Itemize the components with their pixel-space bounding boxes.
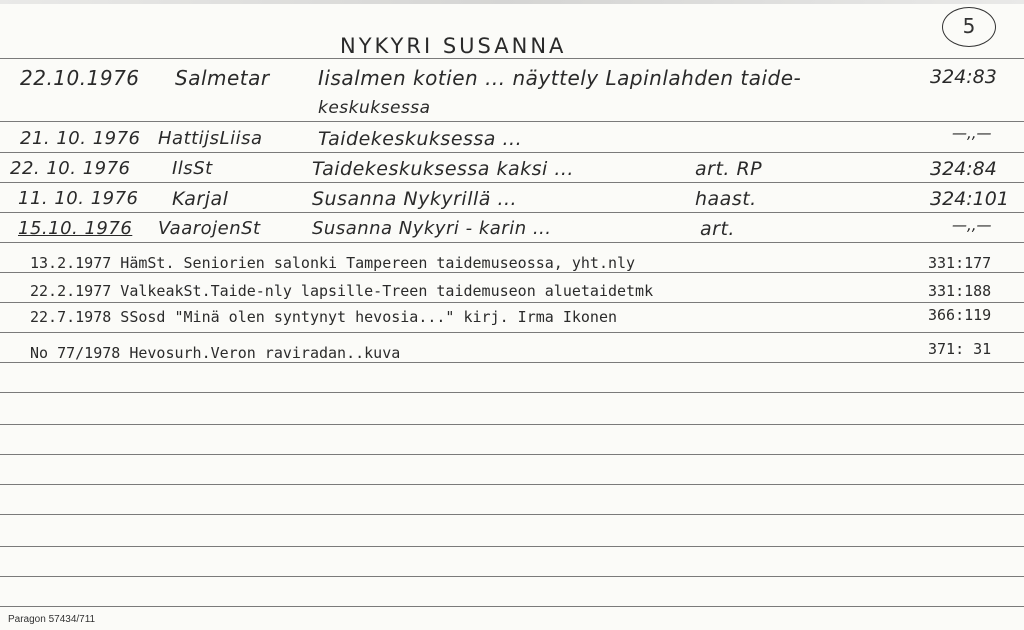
entry-text-continued: keskuksessa — [318, 98, 431, 118]
ruled-line — [0, 302, 1024, 303]
entry-note: art. — [700, 218, 735, 240]
entry-text: Taidekeskuksessa ... — [318, 128, 523, 150]
entry-source: IlsSt — [172, 158, 213, 179]
entry-ref: 324:101 — [930, 188, 1009, 210]
ruled-line — [0, 484, 1024, 485]
typed-entry: 13.2.1977 HämSt. Seniorien salonki Tampereen taidemuseossa, yht.nly — [30, 254, 636, 272]
entry-note: haast. — [695, 188, 757, 210]
ruled-line — [0, 546, 1024, 547]
entry-date: 21. 10. 1976 — [20, 128, 141, 149]
ruled-line — [0, 576, 1024, 577]
entry-date: 22. 10. 1976 — [10, 158, 131, 179]
entry-ref: 331:188 — [928, 282, 992, 300]
typed-entry: 22.2.1977 ValkeakSt.Taide-nly lapsille-Treen taidemuseon aluetaidetmk — [30, 282, 654, 300]
entry-ref: 324:83 — [930, 66, 997, 88]
entry-source: VaarojenSt — [158, 218, 261, 239]
ruled-line — [0, 121, 1024, 122]
entry-ref: 366:119 — [928, 306, 992, 324]
entry-note: art. RP — [695, 158, 763, 180]
entry-date: 22.10.1976 — [20, 66, 140, 90]
entry-source: Salmetar — [175, 66, 270, 90]
card-number: 5 — [942, 7, 996, 47]
entry-source: Karjal — [172, 188, 229, 210]
entry-ref: —,,— — [952, 124, 992, 142]
entry-ref: 331:177 — [928, 254, 992, 272]
ruled-line — [0, 392, 1024, 393]
entry-source: HattijsLiisa — [158, 128, 263, 149]
typed-entry: No 77/1978 Hevosurh.Veron raviradan..kuva — [30, 344, 401, 362]
ruled-line — [0, 606, 1024, 607]
entry-date: 11. 10. 1976 — [18, 188, 139, 209]
card-top-edge — [0, 0, 1024, 4]
entry-text: Susanna Nykyrillä ... — [312, 188, 518, 210]
card-footer: Paragon 57434/711 — [8, 614, 96, 625]
entry-ref: 371: 31 — [928, 340, 992, 358]
entry-date: 15.10. 1976 — [18, 218, 133, 239]
ruled-line — [0, 424, 1024, 425]
entry-ref: —,,— — [952, 216, 992, 234]
ruled-line — [0, 362, 1024, 363]
ruled-line — [0, 454, 1024, 455]
entry-ref: 324:84 — [930, 158, 997, 180]
ruled-line — [0, 242, 1024, 243]
ruled-line — [0, 272, 1024, 273]
entry-text: Susanna Nykyri - karin ... — [312, 218, 552, 239]
ruled-line — [0, 58, 1024, 59]
ruled-line — [0, 514, 1024, 515]
entry-text: Taidekeskuksessa kaksi ... — [312, 158, 574, 180]
entry-text: Iisalmen kotien ... näyttely Lapinlahden taide- — [318, 66, 802, 90]
ruled-line — [0, 332, 1024, 333]
card-title: NYKYRI SUSANNA — [340, 34, 567, 58]
ruled-line — [0, 212, 1024, 213]
typed-entry: 22.7.1978 SSosd "Minä olen syntynyt hevosia..." kirj. Irma Ikonen — [30, 308, 617, 326]
ruled-line — [0, 182, 1024, 183]
ruled-line — [0, 152, 1024, 153]
